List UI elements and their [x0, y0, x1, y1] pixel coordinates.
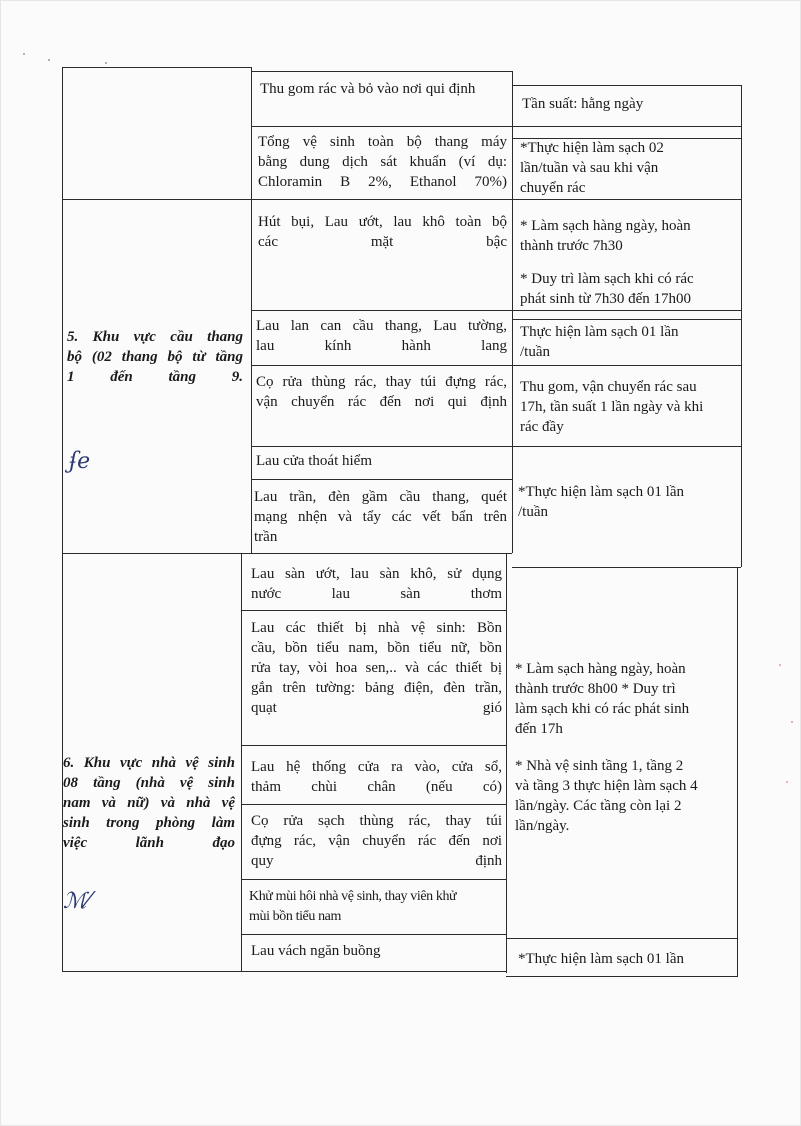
note-cell: * Làm sạch hàng ngày, hoàn thành trước 8h00 * Duy trì làm sạch khi có rác phát sinh đến 17h [515, 661, 690, 737]
task-cell: Lau trần, đèn gầm cầu thang, quét mạng nhện và tẩy các vết bẩn trên trần [254, 489, 507, 545]
task-cell: Hút bụi, Lau ướt, lau khô toàn bộ các mặt bậc [258, 214, 507, 250]
note-cell: *Thực hiện làm sạch 02 lần/tuần và sau khi vận chuyển rác [520, 140, 664, 196]
note-cell: * Duy trì làm sạch khi có rác phát sinh từ 7h30 đến 17h00 [520, 271, 694, 307]
note-cell: Tần suất: hằng ngày [522, 96, 644, 112]
task-cell: Lau lan can cầu thang, Lau tường, lau kính hành lang [256, 318, 507, 354]
task-cell: Lau vách ngăn buồng [251, 943, 381, 959]
task-cell: Lau các thiết bị nhà vệ sinh: Bồn cầu, bồn tiểu nam, bồn tiểu nữ, bồn rửa tay, vòi hoa sen,.. và các thiết bị gắn trên tường: bảng điện, đèn trần, quạt gió [251, 620, 502, 716]
initials-signature: ʄe [69, 449, 91, 474]
task-cell: Cọ rửa sạch thùng rác, thay túi đựng rác, vận chuyển rác đến nơi quy định [251, 813, 502, 869]
task-cell: Thu gom rác và bỏ vào nơi qui định [260, 81, 476, 97]
area-cell-stairs: 5. Khu vực cầu thang bộ (02 thang bộ từ tầng 1 đến tầng 9. [67, 329, 243, 385]
note-cell: * Làm sạch hàng ngày, hoàn thành trước 7h30 [520, 218, 691, 254]
task-cell: Lau sàn ướt, lau sàn khô, sử dụng nước lau sàn thơm [251, 566, 502, 602]
note-cell: *Thực hiện làm sạch 01 lần [518, 951, 684, 967]
task-cell: Lau cửa thoát hiểm [256, 453, 373, 469]
area-cell-restrooms: 6. Khu vực nhà vệ sinh 08 tầng (nhà vệ sinh nam và nữ) và nhà vệ sinh trong phòng làm việc lãnh đạo [63, 755, 235, 851]
note-cell: * Nhà vệ sinh tầng 1, tầng 2 và tầng 3 thực hiện làm sạch 4 lần/ngày. Các tầng còn lại 2 lần/ngày. [515, 758, 698, 834]
task-cell: Lau hệ thống cửa ra vào, cửa sổ, thảm chùi chân (nếu có) [251, 759, 502, 795]
task-cell: Khử mùi hôi nhà vệ sinh, thay viên khử mùi bồn tiểu nam [249, 889, 457, 924]
note-cell: *Thực hiện làm sạch 01 lần /tuần [518, 484, 684, 520]
note-cell: Thu gom, vận chuyển rác sau 17h, tần suất 1 lần ngày và khi rác đầy [520, 379, 704, 435]
note-cell: Thực hiện làm sạch 01 lần /tuần [520, 324, 679, 360]
task-cell: Tổng vệ sinh toàn bộ thang máy bằng dung dịch sát khuẩn (ví dụ: Chloramin B 2%, Ethanol 70%) [258, 134, 507, 190]
initials-signature: ℳ⁄ [63, 889, 91, 914]
task-cell: Cọ rửa thùng rác, thay túi đựng rác, vận chuyển rác đến nơi qui định [256, 374, 507, 410]
